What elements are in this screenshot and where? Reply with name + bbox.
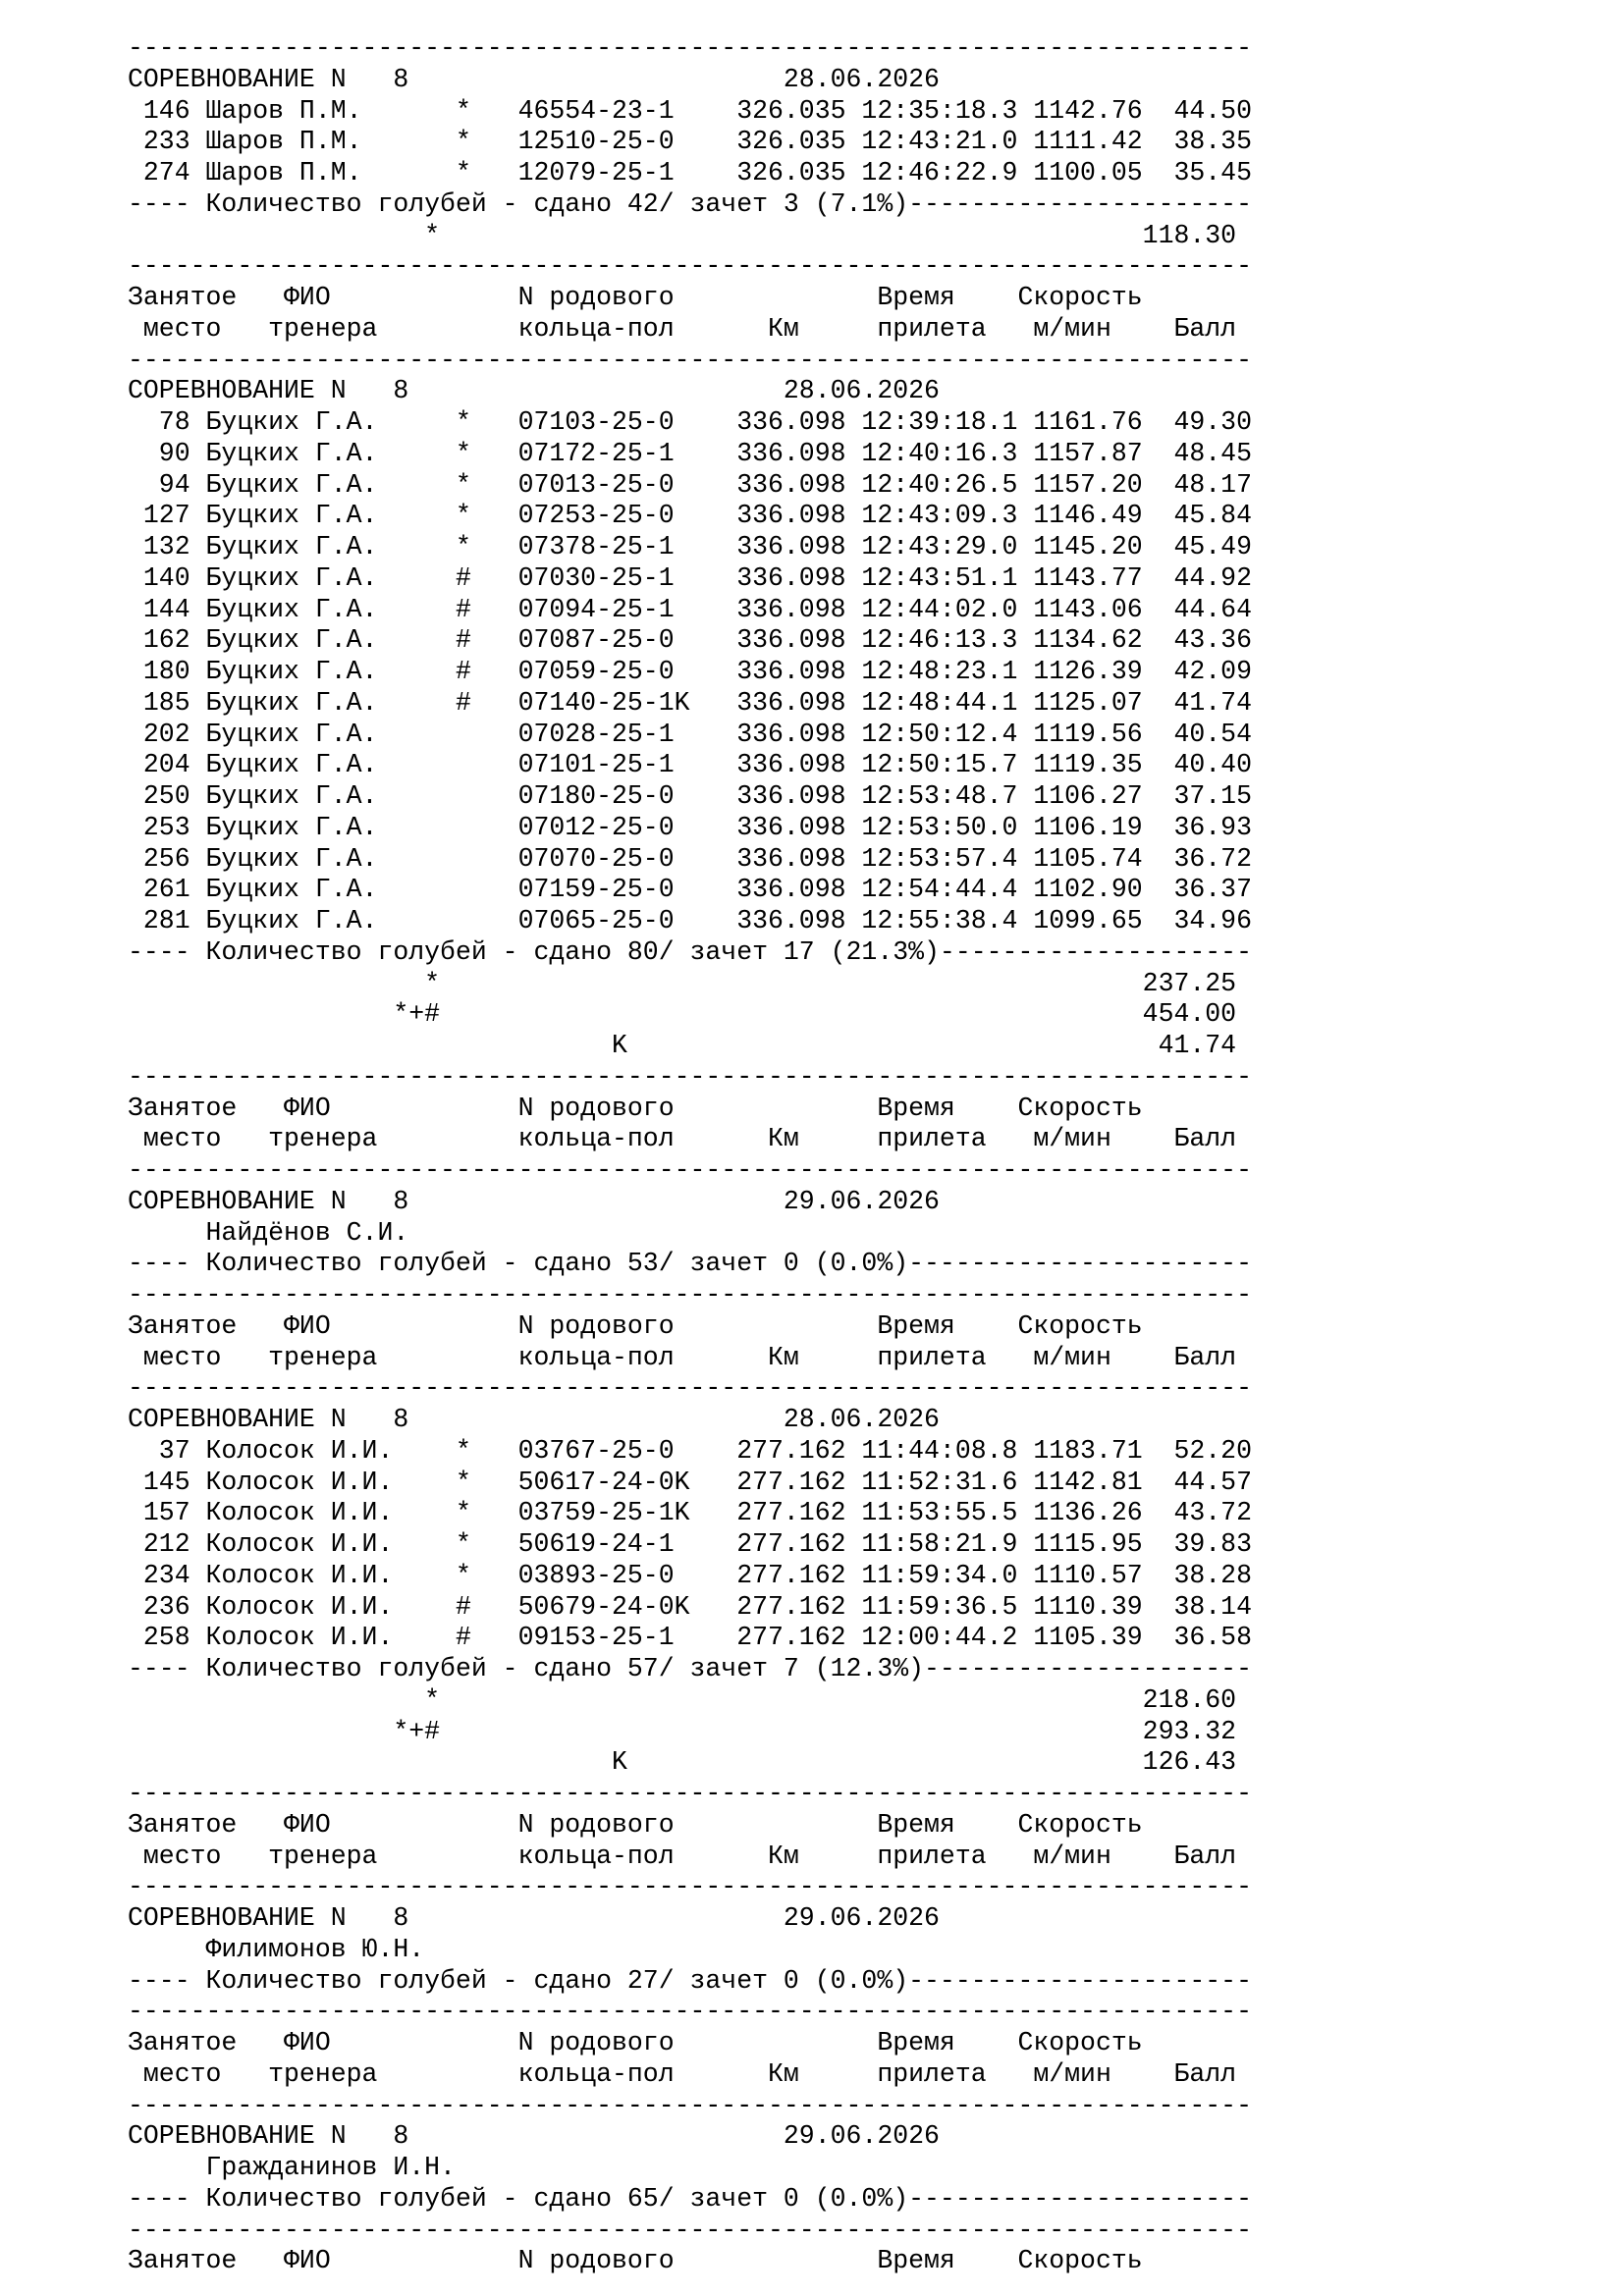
report-line: ---- Количество голубей - сдано 57/ зачет 7 (12.3%)--------------------- — [128, 1654, 1252, 1683]
report-printout — [128, 33, 1252, 2277]
report-line: *+# 454.00 — [128, 999, 1237, 1030]
report-line: * 118.30 — [128, 220, 1237, 250]
report-line: 78 Буцких Г.А. * 07103-25-0 336.098 12:39:18.1 1161.76 49.30 — [128, 407, 1252, 437]
report-line: Занятое ФИО N родового Время Скорость — [128, 2028, 1143, 2057]
report-line: Занятое ФИО N родового Время Скорость — [128, 2246, 1143, 2276]
report-line: 253 Буцких Г.А. 07012-25-0 336.098 12:53:50.0 1106.19 36.93 — [128, 812, 1252, 842]
report-line: ------------------------------------------------------------------------ — [128, 251, 1252, 282]
report-line: ---- Количество голубей - сдано 42/ зачет 3 (7.1%)---------------------- — [128, 188, 1252, 219]
report-line: 180 Буцких Г.А. # 07059-25-0 336.098 12:48:23.1 1126.39 42.09 — [128, 657, 1252, 686]
report-line: ------------------------------------------------------------------------ — [128, 1997, 1252, 2027]
report-line: 202 Буцких Г.А. 07028-25-1 336.098 12:50:12.4 1119.56 40.54 — [128, 719, 1252, 749]
report-line: СОРЕВНОВАНИЕ N 8 29.06.2026 — [128, 2121, 940, 2152]
report-line: 256 Буцких Г.А. 07070-25-0 336.098 12:53:57.4 1105.74 36.72 — [128, 843, 1252, 874]
report-line: 94 Буцких Г.А. * 07013-25-0 336.098 12:40:26.5 1157.20 48.17 — [128, 469, 1252, 500]
report-line: K 126.43 — [128, 1747, 1237, 1778]
report-line: ------------------------------------------------------------------------ — [128, 2090, 1252, 2120]
report-line: Занятое ФИО N родового Время Скорость — [128, 1093, 1143, 1123]
report-line: 140 Буцких Г.А. # 07030-25-1 336.098 12:43:51.1 1143.77 44.92 — [128, 562, 1252, 593]
report-line: K 41.74 — [128, 1031, 1237, 1060]
report-line: СОРЕВНОВАНИЕ N 8 28.06.2026 — [128, 376, 940, 406]
report-line: ------------------------------------------------------------------------ — [128, 2215, 1252, 2245]
report-line: 144 Буцких Г.А. # 07094-25-1 336.098 12:44:02.0 1143.06 44.64 — [128, 594, 1252, 624]
report-line: 185 Буцких Г.А. # 07140-25-1K 336.098 12:48:44.1 1125.07 41.74 — [128, 687, 1252, 718]
report-line: Занятое ФИО N родового Время Скорость — [128, 283, 1143, 312]
report-line: ---- Количество голубей - сдано 65/ зачет 0 (0.0%)---------------------- — [128, 2183, 1252, 2214]
report-line: ------------------------------------------------------------------------ — [128, 1061, 1252, 1092]
report-line: СОРЕВНОВАНИЕ N 8 28.06.2026 — [128, 64, 940, 94]
report-line: место тренера кольца-пол Км прилета м/мин Балл — [128, 1342, 1237, 1372]
report-line: место тренера кольца-пол Км прилета м/мин Балл — [128, 313, 1237, 344]
report-line: ---- Количество голубей - сдано 53/ зачет 0 (0.0%)---------------------- — [128, 1249, 1252, 1279]
report-line: место тренера кольца-пол Км прилета м/мин Балл — [128, 1124, 1237, 1154]
report-line: 234 Колосок И.И. * 03893-25-0 277.162 11:59:34.0 1110.57 38.28 — [128, 1560, 1252, 1590]
report-line: 132 Буцких Г.А. * 07378-25-1 336.098 12:43:29.0 1145.20 45.49 — [128, 532, 1252, 561]
report-line: * 237.25 — [128, 968, 1237, 998]
report-line: СОРЕВНОВАНИЕ N 8 29.06.2026 — [128, 1186, 940, 1216]
report-line: ------------------------------------------------------------------------ — [128, 1872, 1252, 1902]
report-line: Занятое ФИО N родового Время Скорость — [128, 1310, 1143, 1341]
report-line: ------------------------------------------------------------------------ — [128, 1155, 1252, 1185]
report-line: 37 Колосок И.И. * 03767-25-0 277.162 11:44:08.8 1183.71 52.20 — [128, 1435, 1252, 1466]
report-line: 233 Шаров П.М. * 12510-25-0 326.035 12:43:21.0 1111.42 38.35 — [128, 127, 1252, 157]
report-line: 250 Буцких Г.А. 07180-25-0 336.098 12:53:48.7 1106.27 37.15 — [128, 781, 1252, 811]
report-line: 281 Буцких Г.А. 07065-25-0 336.098 12:55:38.4 1099.65 34.96 — [128, 906, 1252, 935]
report-line: ------------------------------------------------------------------------ — [128, 33, 1252, 63]
report-line: Занятое ФИО N родового Время Скорость — [128, 1809, 1143, 1840]
report-line: 90 Буцких Г.А. * 07172-25-1 336.098 12:40:16.3 1157.87 48.45 — [128, 438, 1252, 468]
report-line: ------------------------------------------------------------------------ — [128, 345, 1252, 375]
report-line: ------------------------------------------------------------------------ — [128, 1280, 1252, 1309]
report-line: 212 Колосок И.И. * 50619-24-1 277.162 11:58:21.9 1115.95 39.83 — [128, 1529, 1252, 1559]
report-line: Найдёнов С.И. — [128, 1217, 409, 1248]
report-line: 146 Шаров П.М. * 46554-23-1 326.035 12:35:18.3 1142.76 44.50 — [128, 95, 1252, 126]
report-line: 204 Буцких Г.А. 07101-25-1 336.098 12:50:15.7 1119.35 40.40 — [128, 750, 1252, 780]
report-line: 274 Шаров П.М. * 12079-25-1 326.035 12:46:22.9 1100.05 35.45 — [128, 158, 1252, 187]
report-line: 236 Колосок И.И. # 50679-24-0K 277.162 11:59:36.5 1110.39 38.14 — [128, 1591, 1252, 1622]
report-line: ------------------------------------------------------------------------ — [128, 1779, 1252, 1808]
report-line: *+# 293.32 — [128, 1716, 1237, 1746]
report-line: * 218.60 — [128, 1684, 1237, 1715]
report-line: ---- Количество голубей - сдано 80/ зачет 17 (21.3%)-------------------- — [128, 936, 1252, 967]
report-line: ------------------------------------------------------------------------ — [128, 1373, 1252, 1404]
report-line: ---- Количество голубей - сдано 27/ зачет 0 (0.0%)---------------------- — [128, 1965, 1252, 1996]
report-line: Филимонов Ю.Н. — [128, 1934, 425, 1964]
report-line: 258 Колосок И.И. # 09153-25-1 277.162 12:00:44.2 1105.39 36.58 — [128, 1623, 1252, 1653]
report-line: СОРЕВНОВАНИЕ N 8 29.06.2026 — [128, 1903, 940, 1933]
report-line: СОРЕВНОВАНИЕ N 8 28.06.2026 — [128, 1405, 940, 1434]
report-line: 157 Колосок И.И. * 03759-25-1K 277.162 11:53:55.5 1136.26 43.72 — [128, 1498, 1252, 1528]
report-line: 162 Буцких Г.А. # 07087-25-0 336.098 12:46:13.3 1134.62 43.36 — [128, 625, 1252, 656]
report-line: место тренера кольца-пол Км прилета м/мин Балл — [128, 2058, 1237, 2089]
report-line: место тренера кольца-пол Км прилета м/мин Балл — [128, 1841, 1237, 1871]
report-line: Гражданинов И.Н. — [128, 2153, 456, 2182]
report-line: 261 Буцких Г.А. 07159-25-0 336.098 12:54:44.4 1102.90 36.37 — [128, 875, 1252, 905]
report-line: 127 Буцких Г.А. * 07253-25-0 336.098 12:43:09.3 1146.49 45.84 — [128, 501, 1252, 531]
report-line: 145 Колосок И.И. * 50617-24-0K 277.162 11:52:31.6 1142.81 44.57 — [128, 1467, 1252, 1497]
